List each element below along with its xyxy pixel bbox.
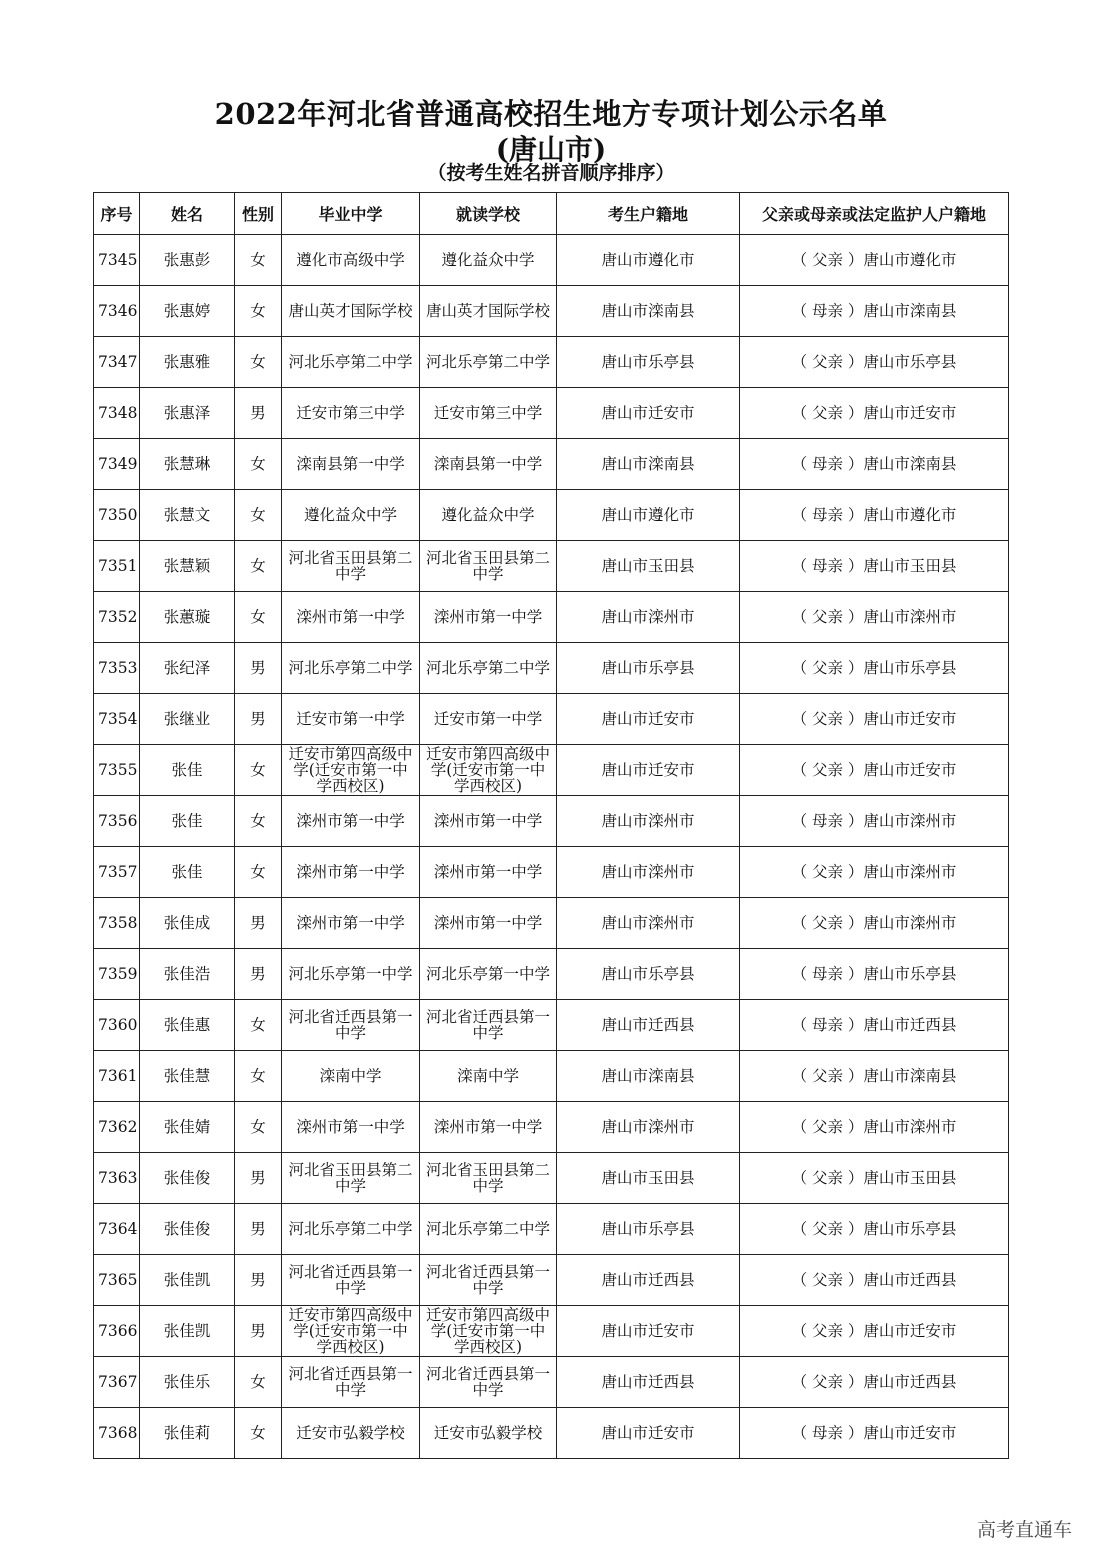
cell-gender: 女 <box>235 541 282 592</box>
cell-guardian-registry: （ 母亲 ）唐山市滦南县 <box>740 439 1009 490</box>
cell-name: 张佳 <box>140 745 235 796</box>
cell-guardian-registry: （ 母亲 ）唐山市遵化市 <box>740 490 1009 541</box>
cell-name: 张慧颖 <box>140 541 235 592</box>
table-row <box>94 439 1009 490</box>
cell-guardian-registry: （ 父亲 ）唐山市迁西县 <box>740 1255 1009 1306</box>
cell-name: 张蕙璇 <box>140 592 235 643</box>
table-row <box>94 490 1009 541</box>
cell-gender: 女 <box>235 1408 282 1459</box>
cell-current-school: 迁安市第一中学 <box>420 694 557 745</box>
watermark-text: 高考直通车 <box>976 1519 1072 1541</box>
cell-index: 7349 <box>94 439 140 490</box>
cell-graduated-school: 河北省迁西县第一中学 <box>282 1000 420 1051</box>
cell-guardian-registry: （ 父亲 ）唐山市滦南县 <box>740 1051 1009 1102</box>
table-row <box>94 388 1009 439</box>
cell-name: 张继业 <box>140 694 235 745</box>
cell-guardian-registry: （ 父亲 ）唐山市遵化市 <box>740 235 1009 286</box>
cell-guardian-registry: （ 父亲 ）唐山市滦州市 <box>740 847 1009 898</box>
cell-name: 张佳成 <box>140 898 235 949</box>
cell-guardian-registry: （ 父亲 ）唐山市乐亭县 <box>740 643 1009 694</box>
cell-guardian-registry: （ 父亲 ）唐山市迁安市 <box>740 694 1009 745</box>
column-header: 就读学校 <box>420 193 557 235</box>
table-row <box>94 286 1009 337</box>
page-title: 2022年河北省普通高校招生地方专项计划公示名单 <box>214 97 888 131</box>
cell-graduated-school: 迁安市第四高级中学(迁安市第一中学西校区) <box>282 745 420 796</box>
cell-gender: 女 <box>235 1000 282 1051</box>
cell-guardian-registry: （ 父亲 ）唐山市滦州市 <box>740 1102 1009 1153</box>
cell-student-registry: 唐山市迁西县 <box>557 1357 740 1408</box>
cell-student-registry: 唐山市乐亭县 <box>557 1204 740 1255</box>
table-row <box>94 898 1009 949</box>
cell-current-school: 河北省迁西县第一中学 <box>420 1357 557 1408</box>
table-row <box>94 949 1009 1000</box>
cell-current-school: 河北乐亭第二中学 <box>420 1204 557 1255</box>
cell-student-registry: 唐山市滦南县 <box>557 1051 740 1102</box>
cell-name: 张惠雅 <box>140 337 235 388</box>
roster-table <box>93 192 1009 1459</box>
cell-student-registry: 唐山市滦州市 <box>557 847 740 898</box>
cell-guardian-registry: （ 父亲 ）唐山市滦州市 <box>740 592 1009 643</box>
cell-gender: 男 <box>235 1204 282 1255</box>
cell-gender: 男 <box>235 1153 282 1204</box>
cell-student-registry: 唐山市迁安市 <box>557 1408 740 1459</box>
page-subtitle: (唐山市) <box>495 133 607 166</box>
table-row <box>94 1408 1009 1459</box>
cell-current-school: 滦州市第一中学 <box>420 796 557 847</box>
cell-graduated-school: 滦州市第一中学 <box>282 1102 420 1153</box>
cell-graduated-school: 滦南县第一中学 <box>282 439 420 490</box>
column-header: 姓名 <box>140 193 235 235</box>
cell-guardian-registry: （ 父亲 ）唐山市乐亭县 <box>740 337 1009 388</box>
cell-guardian-registry: （ 母亲 ）唐山市迁西县 <box>740 1000 1009 1051</box>
cell-guardian-registry: （ 父亲 ）唐山市滦州市 <box>740 898 1009 949</box>
cell-student-registry: 唐山市玉田县 <box>557 1153 740 1204</box>
cell-current-school: 迁安市第四高级中学(迁安市第一中学西校区) <box>420 1306 557 1357</box>
cell-gender: 女 <box>235 847 282 898</box>
cell-graduated-school: 迁安市第三中学 <box>282 388 420 439</box>
cell-index: 7361 <box>94 1051 140 1102</box>
cell-guardian-registry: （ 父亲 ）唐山市乐亭县 <box>740 1204 1009 1255</box>
cell-gender: 男 <box>235 388 282 439</box>
cell-index: 7345 <box>94 235 140 286</box>
cell-graduated-school: 河北乐亭第一中学 <box>282 949 420 1000</box>
cell-graduated-school: 滦州市第一中学 <box>282 898 420 949</box>
cell-name: 张佳莉 <box>140 1408 235 1459</box>
cell-graduated-school: 滦州市第一中学 <box>282 796 420 847</box>
cell-student-registry: 唐山市迁西县 <box>557 1000 740 1051</box>
table-row <box>94 694 1009 745</box>
cell-current-school: 滦南中学 <box>420 1051 557 1102</box>
cell-graduated-school: 河北省玉田县第二中学 <box>282 1153 420 1204</box>
cell-index: 7360 <box>94 1000 140 1051</box>
cell-gender: 女 <box>235 1357 282 1408</box>
cell-current-school: 唐山英才国际学校 <box>420 286 557 337</box>
cell-index: 7358 <box>94 898 140 949</box>
table-row <box>94 337 1009 388</box>
cell-name: 张惠彭 <box>140 235 235 286</box>
cell-name: 张佳 <box>140 796 235 847</box>
cell-name: 张纪泽 <box>140 643 235 694</box>
column-header: 毕业中学 <box>282 193 420 235</box>
cell-student-registry: 唐山市迁安市 <box>557 694 740 745</box>
cell-student-registry: 唐山市滦南县 <box>557 286 740 337</box>
cell-gender: 女 <box>235 490 282 541</box>
cell-current-school: 滦州市第一中学 <box>420 898 557 949</box>
table-row <box>94 592 1009 643</box>
cell-student-registry: 唐山市乐亭县 <box>557 337 740 388</box>
cell-student-registry: 唐山市迁安市 <box>557 388 740 439</box>
cell-guardian-registry: （ 母亲 ）唐山市玉田县 <box>740 541 1009 592</box>
cell-guardian-registry: （ 父亲 ）唐山市迁安市 <box>740 388 1009 439</box>
cell-index: 7346 <box>94 286 140 337</box>
table-row <box>94 1306 1009 1357</box>
cell-name: 张佳浩 <box>140 949 235 1000</box>
cell-student-registry: 唐山市遵化市 <box>557 490 740 541</box>
cell-gender: 男 <box>235 898 282 949</box>
cell-gender: 女 <box>235 592 282 643</box>
cell-graduated-school: 遵化益众中学 <box>282 490 420 541</box>
cell-index: 7348 <box>94 388 140 439</box>
cell-current-school: 迁安市第四高级中学(迁安市第一中学西校区) <box>420 745 557 796</box>
cell-gender: 女 <box>235 439 282 490</box>
cell-index: 7356 <box>94 796 140 847</box>
cell-gender: 男 <box>235 643 282 694</box>
cell-graduated-school: 滦州市第一中学 <box>282 847 420 898</box>
table-row <box>94 1357 1009 1408</box>
cell-current-school: 河北乐亭第二中学 <box>420 337 557 388</box>
cell-current-school: 遵化益众中学 <box>420 235 557 286</box>
cell-graduated-school: 河北省迁西县第一中学 <box>282 1255 420 1306</box>
cell-index: 7353 <box>94 643 140 694</box>
cell-index: 7357 <box>94 847 140 898</box>
cell-current-school: 河北省迁西县第一中学 <box>420 1000 557 1051</box>
cell-gender: 男 <box>235 694 282 745</box>
cell-name: 张佳慧 <box>140 1051 235 1102</box>
cell-gender: 男 <box>235 949 282 1000</box>
cell-guardian-registry: （ 母亲 ）唐山市迁安市 <box>740 1408 1009 1459</box>
cell-gender: 女 <box>235 337 282 388</box>
cell-name: 张慧琳 <box>140 439 235 490</box>
cell-graduated-school: 滦南中学 <box>282 1051 420 1102</box>
cell-student-registry: 唐山市迁安市 <box>557 745 740 796</box>
cell-guardian-registry: （ 母亲 ）唐山市乐亭县 <box>740 949 1009 1000</box>
table-row <box>94 796 1009 847</box>
cell-gender: 女 <box>235 235 282 286</box>
cell-name: 张佳俊 <box>140 1153 235 1204</box>
cell-graduated-school: 唐山英才国际学校 <box>282 286 420 337</box>
cell-graduated-school: 遵化市高级中学 <box>282 235 420 286</box>
cell-graduated-school: 河北乐亭第二中学 <box>282 1204 420 1255</box>
cell-current-school: 河北省玉田县第二中学 <box>420 541 557 592</box>
table-row <box>94 1153 1009 1204</box>
cell-name: 张惠婷 <box>140 286 235 337</box>
cell-student-registry: 唐山市玉田县 <box>557 541 740 592</box>
column-header: 序号 <box>94 193 140 235</box>
cell-current-school: 滦州市第一中学 <box>420 592 557 643</box>
cell-guardian-registry: （ 母亲 ）唐山市滦州市 <box>740 796 1009 847</box>
cell-name: 张惠泽 <box>140 388 235 439</box>
cell-student-registry: 唐山市遵化市 <box>557 235 740 286</box>
cell-index: 7368 <box>94 1408 140 1459</box>
table-header-row <box>94 193 1009 235</box>
column-header: 父亲或母亲或法定监护人户籍地 <box>740 193 1009 235</box>
cell-student-registry: 唐山市迁安市 <box>557 1306 740 1357</box>
cell-student-registry: 唐山市滦州市 <box>557 898 740 949</box>
cell-gender: 女 <box>235 286 282 337</box>
table-row <box>94 1000 1009 1051</box>
cell-current-school: 河北乐亭第一中学 <box>420 949 557 1000</box>
cell-name: 张佳婧 <box>140 1102 235 1153</box>
cell-index: 7355 <box>94 745 140 796</box>
cell-gender: 男 <box>235 1255 282 1306</box>
cell-index: 7367 <box>94 1357 140 1408</box>
cell-graduated-school: 河北省玉田县第二中学 <box>282 541 420 592</box>
table-row <box>94 847 1009 898</box>
cell-graduated-school: 迁安市弘毅学校 <box>282 1408 420 1459</box>
cell-name: 张佳惠 <box>140 1000 235 1051</box>
cell-current-school: 遵化益众中学 <box>420 490 557 541</box>
column-header: 性别 <box>235 193 282 235</box>
table-row <box>94 643 1009 694</box>
cell-index: 7362 <box>94 1102 140 1153</box>
table-row <box>94 235 1009 286</box>
cell-name: 张佳凯 <box>140 1255 235 1306</box>
cell-guardian-registry: （ 母亲 ）唐山市滦南县 <box>740 286 1009 337</box>
cell-graduated-school: 滦州市第一中学 <box>282 592 420 643</box>
table-row <box>94 1255 1009 1306</box>
cell-name: 张佳俊 <box>140 1204 235 1255</box>
cell-index: 7347 <box>94 337 140 388</box>
cell-index: 7364 <box>94 1204 140 1255</box>
cell-student-registry: 唐山市乐亭县 <box>557 643 740 694</box>
cell-name: 张佳凯 <box>140 1306 235 1357</box>
cell-guardian-registry: （ 父亲 ）唐山市迁安市 <box>740 1306 1009 1357</box>
cell-current-school: 滦南县第一中学 <box>420 439 557 490</box>
table-row <box>94 1051 1009 1102</box>
cell-student-registry: 唐山市滦州市 <box>557 592 740 643</box>
table-row <box>94 541 1009 592</box>
cell-index: 7351 <box>94 541 140 592</box>
cell-name: 张佳乐 <box>140 1357 235 1408</box>
cell-current-school: 河北省玉田县第二中学 <box>420 1153 557 1204</box>
cell-student-registry: 唐山市滦州市 <box>557 796 740 847</box>
cell-index: 7352 <box>94 592 140 643</box>
cell-index: 7350 <box>94 490 140 541</box>
cell-student-registry: 唐山市滦南县 <box>557 439 740 490</box>
cell-student-registry: 唐山市乐亭县 <box>557 949 740 1000</box>
cell-gender: 女 <box>235 796 282 847</box>
cell-graduated-school: 河北乐亭第二中学 <box>282 643 420 694</box>
cell-guardian-registry: （ 父亲 ）唐山市迁西县 <box>740 1357 1009 1408</box>
cell-current-school: 河北省迁西县第一中学 <box>420 1255 557 1306</box>
table-row <box>94 1204 1009 1255</box>
table-row <box>94 745 1009 796</box>
cell-student-registry: 唐山市迁西县 <box>557 1255 740 1306</box>
cell-graduated-school: 迁安市第四高级中学(迁安市第一中学西校区) <box>282 1306 420 1357</box>
cell-name: 张慧文 <box>140 490 235 541</box>
cell-gender: 女 <box>235 745 282 796</box>
sort-note: （按考生姓名拼音顺序排序） <box>427 162 675 184</box>
cell-gender: 男 <box>235 1306 282 1357</box>
cell-current-school: 滦州市第一中学 <box>420 1102 557 1153</box>
cell-index: 7366 <box>94 1306 140 1357</box>
cell-gender: 女 <box>235 1051 282 1102</box>
cell-graduated-school: 迁安市第一中学 <box>282 694 420 745</box>
table-row <box>94 1102 1009 1153</box>
column-header: 考生户籍地 <box>557 193 740 235</box>
cell-gender: 女 <box>235 1102 282 1153</box>
cell-index: 7359 <box>94 949 140 1000</box>
cell-graduated-school: 河北乐亭第二中学 <box>282 337 420 388</box>
cell-index: 7363 <box>94 1153 140 1204</box>
cell-index: 7365 <box>94 1255 140 1306</box>
cell-graduated-school: 河北省迁西县第一中学 <box>282 1357 420 1408</box>
cell-current-school: 迁安市弘毅学校 <box>420 1408 557 1459</box>
cell-guardian-registry: （ 父亲 ）唐山市玉田县 <box>740 1153 1009 1204</box>
cell-student-registry: 唐山市滦州市 <box>557 1102 740 1153</box>
cell-name: 张佳 <box>140 847 235 898</box>
cell-index: 7354 <box>94 694 140 745</box>
cell-current-school: 滦州市第一中学 <box>420 847 557 898</box>
cell-guardian-registry: （ 父亲 ）唐山市迁安市 <box>740 745 1009 796</box>
cell-current-school: 河北乐亭第二中学 <box>420 643 557 694</box>
cell-current-school: 迁安市第三中学 <box>420 388 557 439</box>
